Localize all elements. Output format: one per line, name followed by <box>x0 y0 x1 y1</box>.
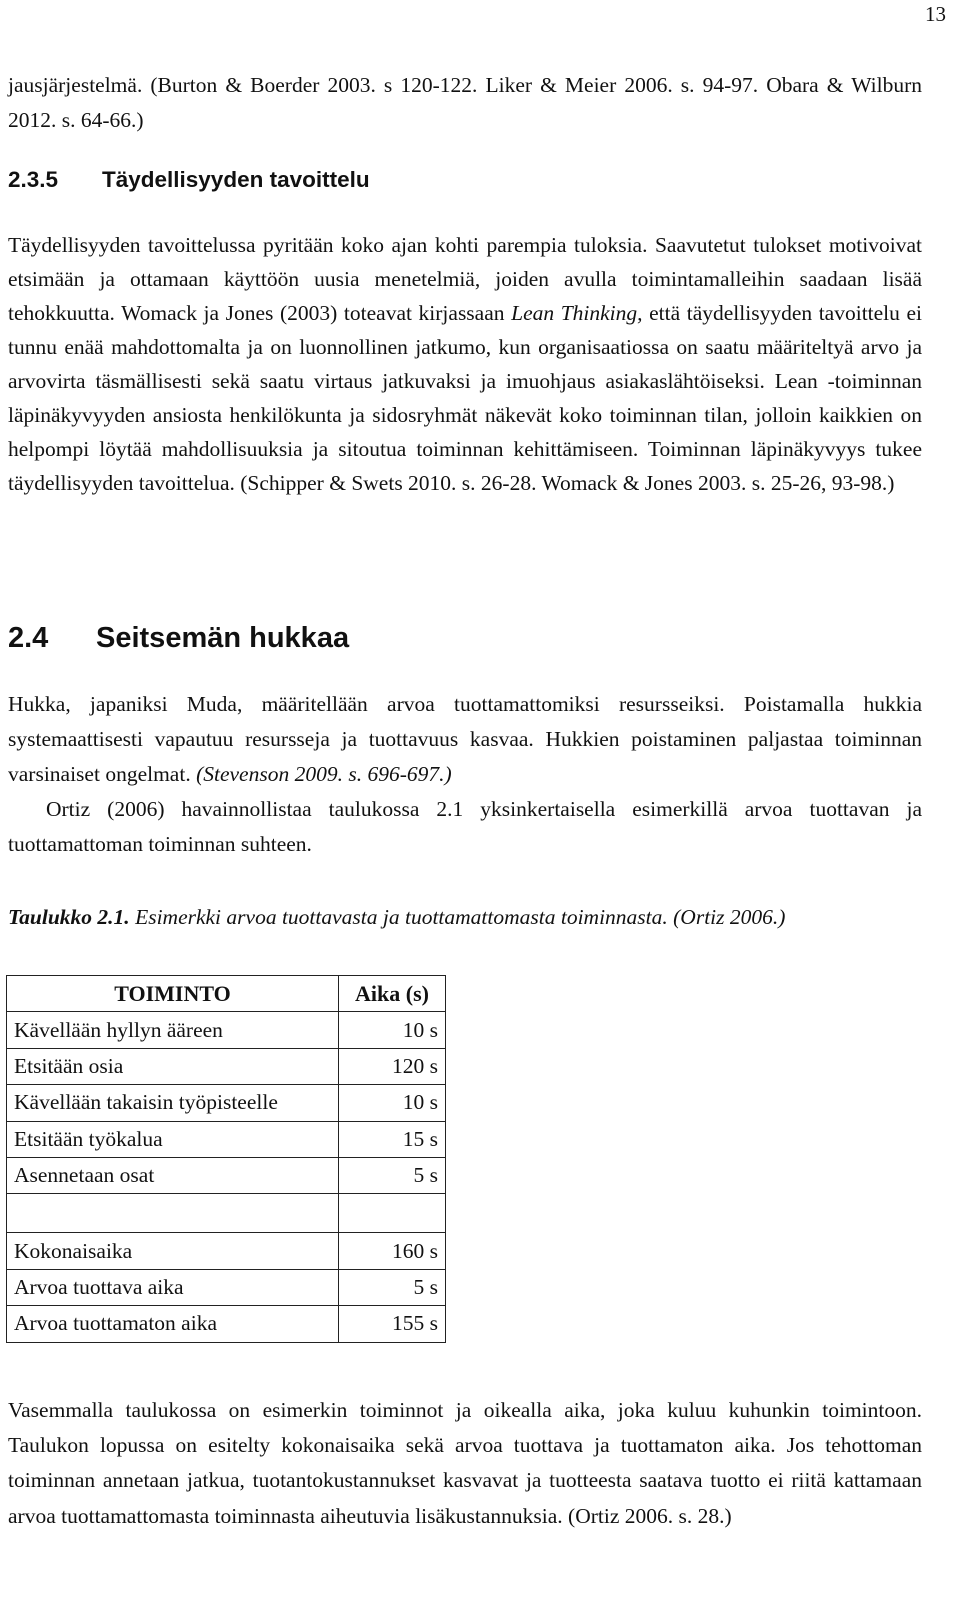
table-row <box>7 1085 446 1121</box>
blank-cell <box>7 1194 339 1233</box>
activity-cell: Kävellään takaisin työpisteelle <box>7 1085 339 1121</box>
table-row <box>7 1012 446 1048</box>
activity-cell: Asennetaan osat <box>7 1157 339 1193</box>
table-row <box>7 1121 446 1157</box>
section-number: 2.3.5 <box>8 167 59 192</box>
time-cell: 10 s <box>339 1085 446 1121</box>
caption-text: Esimerkki arvoa tuottavasta ja tuottamattomasta toiminnasta. (Ortiz 2006.) <box>129 905 786 929</box>
paragraph-ortiz <box>8 792 922 862</box>
paragraph-text: Täydellisyyden tavoittelussa pyritään koko ajan kohti parempia tuloksia. Saavutetut tulokset motivoivat etsimään ja ottamaan käyttöön uusia menetelmiä, joiden avulla toimintamalleihin saadaan lisää tehokkuutta. Womack ja Jones (2003) toteavat kirjassaan <box>8 233 922 325</box>
table-total-row <box>7 1233 446 1269</box>
paragraph-muda <box>8 687 922 792</box>
paragraph-perfection <box>8 228 922 500</box>
paragraph-intro: jausjärjestelmä. (Burton & Boerder 2003. s 120-122. Liker & Meier 2006. s. 94-97. Obara & Wilburn 2012. s. 64-66.) <box>8 73 922 132</box>
page-number: 13 <box>925 2 946 26</box>
table-caption <box>8 899 922 935</box>
activity-cell: Etsitään työkalua <box>7 1121 339 1157</box>
paragraph-text: Hukka, japaniksi Muda, määritellään arvoa tuottamattomiksi resursseiksi. Poistamalla hukkia systemaattisesti vapautuu resursseja ja tuottavuus kasvaa. Hukkien poistaminen paljastaa toiminnan varsinaiset ongelmat. <box>8 692 922 786</box>
time-cell: 120 s <box>339 1048 446 1084</box>
paragraph-text: Ortiz (2006) havainnollistaa taulukossa 2.1 yksinkertaisella esimerkillä arvoa tuottavan ja tuottamattoman toiminnan suhteen. <box>8 797 922 856</box>
time-cell: 15 s <box>339 1121 446 1157</box>
table-blank-row <box>7 1194 446 1233</box>
table-total-row <box>7 1269 446 1305</box>
total-label-cell: Arvoa tuottava aika <box>7 1269 339 1305</box>
header-activity: TOIMINTO <box>7 976 339 1012</box>
table-total-row <box>7 1306 446 1342</box>
activity-cell: Etsitään osia <box>7 1048 339 1084</box>
table-row <box>7 1048 446 1084</box>
table-row <box>7 1157 446 1193</box>
total-label-cell: Kokonaisaika <box>7 1233 339 1269</box>
header-time: Aika (s) <box>339 976 446 1012</box>
section-heading-2-3-5 <box>8 167 370 193</box>
activity-cell: Kävellään hyllyn ääreen <box>7 1012 339 1048</box>
paragraph-explanation: Vasemmalla taulukossa on esimerkin toiminnot ja oikealla aika, joka kuluu kuhunkin toimintoon. Taulukon lopussa on esitelty kokonaisaika sekä arvoa tuottava ja tuottamaton aika. Jos tehottoman toiminnan annetaan jatkua, tuotantokustannukset kasvavat ja tuotteesta saatava tuotto ei riitä kattamaan arvoa tuottamattomasta toiminnasta aiheutuvia lisäkustannuksia. (Ortiz 2006. s. 28.) <box>8 1398 922 1528</box>
time-cell: 5 s <box>339 1157 446 1193</box>
activity-table <box>6 975 446 1343</box>
time-cell: 10 s <box>339 1012 446 1048</box>
section-title: Täydellisyyden tavoittelu <box>102 167 370 192</box>
total-value-cell: 160 s <box>339 1233 446 1269</box>
blank-cell <box>339 1194 446 1233</box>
book-title: Lean Thinking, <box>511 301 643 325</box>
caption-label: Taulukko 2.1. <box>8 905 130 929</box>
section-title: Seitsemän hukkaa <box>96 622 350 654</box>
total-label-cell: Arvoa tuottamaton aika <box>7 1306 339 1342</box>
paragraph-text-cont: että täydellisyyden tavoittelu ei tunnu enää mahdottomalta ja on luonnollinen jatkumo, kun organisaatiossa on saatu määriteltyä arvo ja arvovirta täsmällisesti sekä saatu virtaus jatkuvaksi ja imuohjaus asiakaslähtöiseksi. Lean -toiminnan läpinäkyvyyden ansiosta henkilökunta ja sidosryhmät näkevät koko toiminnan tilan, jolloin kaikkien on helpompi löytää mahdollisuuksia ja sitoutua toiminnan kehittämiseen. Toiminnan läpinäkyvyys tukee täydellisyyden tavoittelua. (Schipper & Swets 2010. s. 26-28. Womack & Jones 2003. s. 25-26, 93-98.) <box>8 301 923 495</box>
section-heading-2-4 <box>8 622 349 655</box>
reference: (Stevenson 2009. s. 696-697.) <box>196 762 452 786</box>
table-header-row <box>7 976 446 1012</box>
total-value-cell: 5 s <box>339 1269 446 1305</box>
section-number: 2.4 <box>8 622 49 654</box>
total-value-cell: 155 s <box>339 1306 446 1342</box>
